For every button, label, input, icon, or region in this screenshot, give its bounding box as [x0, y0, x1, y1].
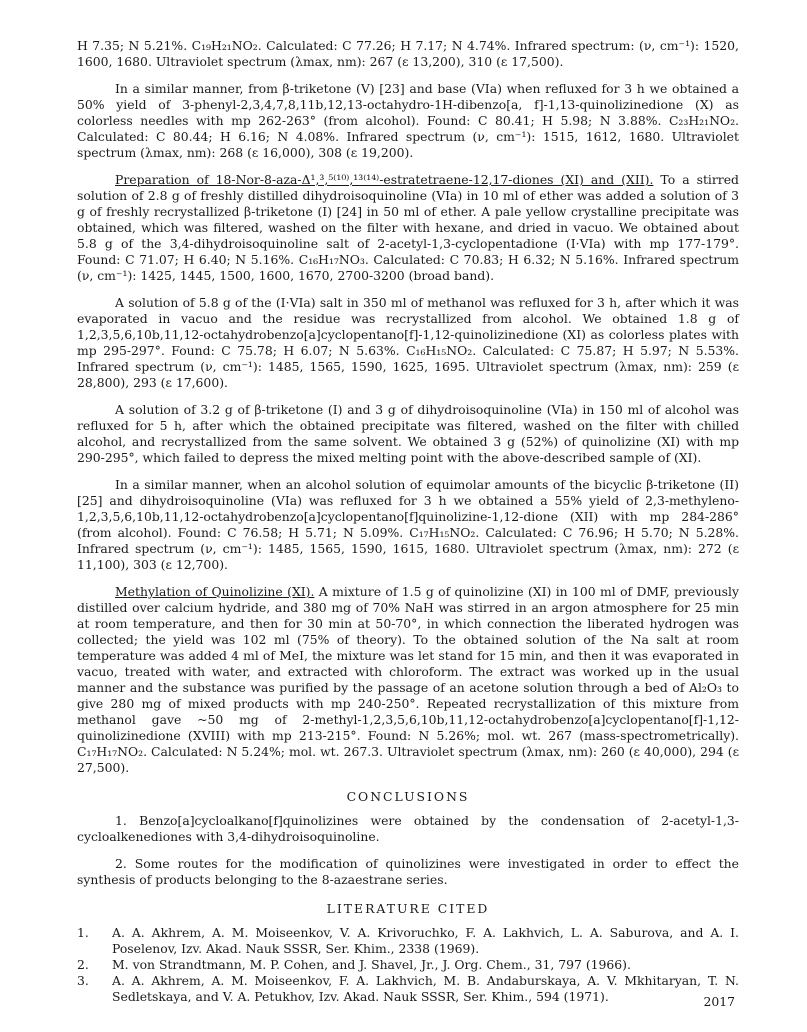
conclusion-item-2: 2. Some routes for the modification of quinolizines were investigated in order to effect the synthesis of products belonging to the 8-azaestrane series. — [77, 856, 739, 887]
reference-number: 2. — [77, 957, 89, 972]
reference-item — [77, 925, 739, 957]
section-heading-preparation: Preparation of 18-Nor-8-aza-Δ¹,³,⁵⁽¹⁰⁾,¹³⁽¹⁴⁾-estratetraene-12,17-diones (XI) and (XII). — [115, 172, 654, 187]
section-heading-methylation: Methylation of Quinolizine (XI). — [115, 584, 315, 599]
paragraph-preparation-text: To a stirred solution of 2.8 g of freshly distilled dihydroisoquinoline (VIa) in 10 ml of ether was added a solution of 3 g of freshly recrystallized β-triketone (I) [24] in 50 ml of ether. A pale yellow crystalline precipitate was obtained, which was filtered, washed on the filter with hexane, and dried in vacuo. We obtained about 5.8 g of the 3,4-dihydroisoquinoline salt of 2-acetyl-1,3-cyclopentadione (I·VIa) with mp 177-179°. Found: C 71.07; H 6.40; N 5.16%. C₁₆H₁₇NO₃. Calculated: C 70.83; H 6.32; N 5.16%. Infrared spectrum (ν, cm⁻¹): 1425, 1445, 1500, 1600, 1670, 2700-3200 (broad band). — [77, 172, 739, 283]
conclusion-item-1: 1. Benzo[a]cycloalkano[f]quinolizines were obtained by the condensation of 2-acetyl-1,3-cycloalkenediones with 3,4-dihydroisoquinoline. — [77, 813, 739, 844]
reference-number: 3. — [77, 973, 89, 988]
paragraph-compound-x: In a similar manner, from β-triketone (V) [23] and base (VIa) when refluxed for 3 h we obtained a 50% yield of 3-phenyl-2,3,4,7,8,11b,12,13-octahydro-1H-dibenzo[a, f]-1,13-quinolizinedione (X) as colorless needles with mp 262-263° (from alcohol). Found: C 80.41; H 5.98; N 3.88%. C₂₃H₂₁NO₂. Calculated: C 80.44; H 6.16; N 4.08%. Infrared spectrum (ν, cm⁻¹): 1515, 1612, 1680. Ultraviolet spectrum (λmax, nm): 268 (ε 16,000), 308 (ε 19,200). — [77, 81, 739, 160]
paragraph-methylation — [77, 584, 739, 776]
paragraph-methylation-text: A mixture of 1.5 g of quinolizine (XI) in 100 ml of DMF, previously distilled over calcium hydride, and 380 mg of 70% NaH was stirred in an argon atmosphere for 25 min at room temperature, and then for 30 min at 50-70°, in which connection the liberated hydrogen was collected; the yield was 102 ml (75% of theory). To the obtained solution of the Na salt at room temperature was added 4 ml of MeI, the mixture was let stand for 15 min, and then it was evaporated in vacuo, treated with water, and extracted with chloroform. The extract was worked up in the usual manner and the substance was purified by the passage of an acetone solution through a bed of Al₂O₃ to give 280 mg of mixed products with mp 240-250°. Repeated recrystallization of this mixture from methanol gave ~50 mg of 2-methyl-1,2,3,5,6,10b,11,12-octahydrobenzo[a]cyclopentano[f]-1,12-quinolizinedione (XVIII) with mp 213-215°. Found: N 5.26%; mol. wt. 267 (mass-spectrometrically). C₁₇H₁₇NO₂. Calculated: N 5.24%; mol. wt. 267.3. Ultraviolet spectrum (λmax, nm): 260 (ε 40,000), 294 (ε 27,500). — [77, 584, 739, 775]
reference-item — [77, 957, 739, 973]
conclusions-heading: CONCLUSIONS — [346, 789, 470, 804]
page-number: 2017 — [703, 994, 735, 1009]
reference-text: M. von Strandtmann, M. P. Cohen, and J. Shavel, Jr., J. Org. Chem., 31, 797 (1966). — [112, 957, 631, 972]
paragraph-triketone-reflux: A solution of 3.2 g of β-triketone (I) and 3 g of dihydroisoquinoline (VIa) in 150 ml of alcohol was refluxed for 5 h, after which the obtained precipitate was filtered, washed on the filter with chilled alcohol, and recrystallized from the same solvent. We obtained 3 g (52%) of quinolizine (XI) with mp 290-295°, which failed to depress the mixed melting point with the above-described sample of (XI). — [77, 402, 739, 465]
paragraph-compound-ix-data: H 7.35; N 5.21%. C₁₉H₂₁NO₂. Calculated: C 77.26; H 7.17; N 4.74%. Infrared spectrum: (ν, cm⁻¹): 1520, 1600, 1680. Ultraviolet spectrum (λmax, nm): 267 (ε 13,200), 310 (ε 17,500). — [77, 38, 739, 69]
reference-item — [77, 973, 739, 1005]
paragraph-preparation-xi-xii — [77, 172, 739, 284]
page-body — [77, 38, 739, 1005]
paragraph-bicyclic-triketone: In a similar manner, when an alcohol solution of equimolar amounts of the bicyclic β-triketone (II) [25] and dihydroisoquinoline (VIa) was refluxed for 3 h we obtained a 55% yield of 2,3-methyleno-1,2,3,5,6,10b,11,12-octahydrobenzo[a]cyclopentano[f]quinolizine-1,12-dione (XII) with mp 284-286° (from alcohol). Found: C 76.58; H 5.71; N 5.09%. C₁₇H₁₅NO₂. Calculated: C 76.96; H 5.70; N 5.28%. Infrared spectrum (ν, cm⁻¹): 1485, 1565, 1590, 1615, 1680. Ultraviolet spectrum (λmax, nm): 272 (ε 11,100), 303 (ε 12,700). — [77, 477, 739, 572]
reference-text: A. A. Akhrem, A. M. Moiseenkov, F. A. Lakhvich, M. B. Andaburskaya, A. V. Mkhitaryan, T. N. Sedletskaya, and V. A. Petukhov, Izv. Akad. Nauk SSSR, Ser. Khim., 594 (1971). — [112, 973, 739, 1004]
reference-number: 1. — [77, 925, 89, 940]
reference-text: A. A. Akhrem, A. M. Moiseenkov, V. A. Krivoruchko, F. A. Lakhvich, L. A. Saburova, and A. I. Poselenov, Izv. Akad. Nauk SSSR, Ser. Khim., 2338 (1969). — [112, 925, 739, 956]
literature-cited-heading: LITERATURE CITED — [326, 901, 490, 916]
reference-list — [77, 925, 739, 1005]
paragraph-salt-reflux: A solution of 5.8 g of the (I·VIa) salt in 350 ml of methanol was refluxed for 3 h, after which it was evaporated in vacuo and the residue was recrystallized from alcohol. We obtained 1.8 g of 1,2,3,5,6,10b,11,12-octahydrobenzo[a]cyclopentano[f]-1,12-quinolizinedione (XI) as colorless plates with mp 295-297°. Found: C 75.78; H 6.07; N 5.63%. C₁₆H₁₅NO₂. Calculated: C 75.87; H 5.97; N 5.53%. Infrared spectrum (ν, cm⁻¹): 1485, 1565, 1590, 1625, 1695. Ultraviolet spectrum (λmax, nm): 259 (ε 28,800), 293 (ε 17,600). — [77, 295, 739, 390]
